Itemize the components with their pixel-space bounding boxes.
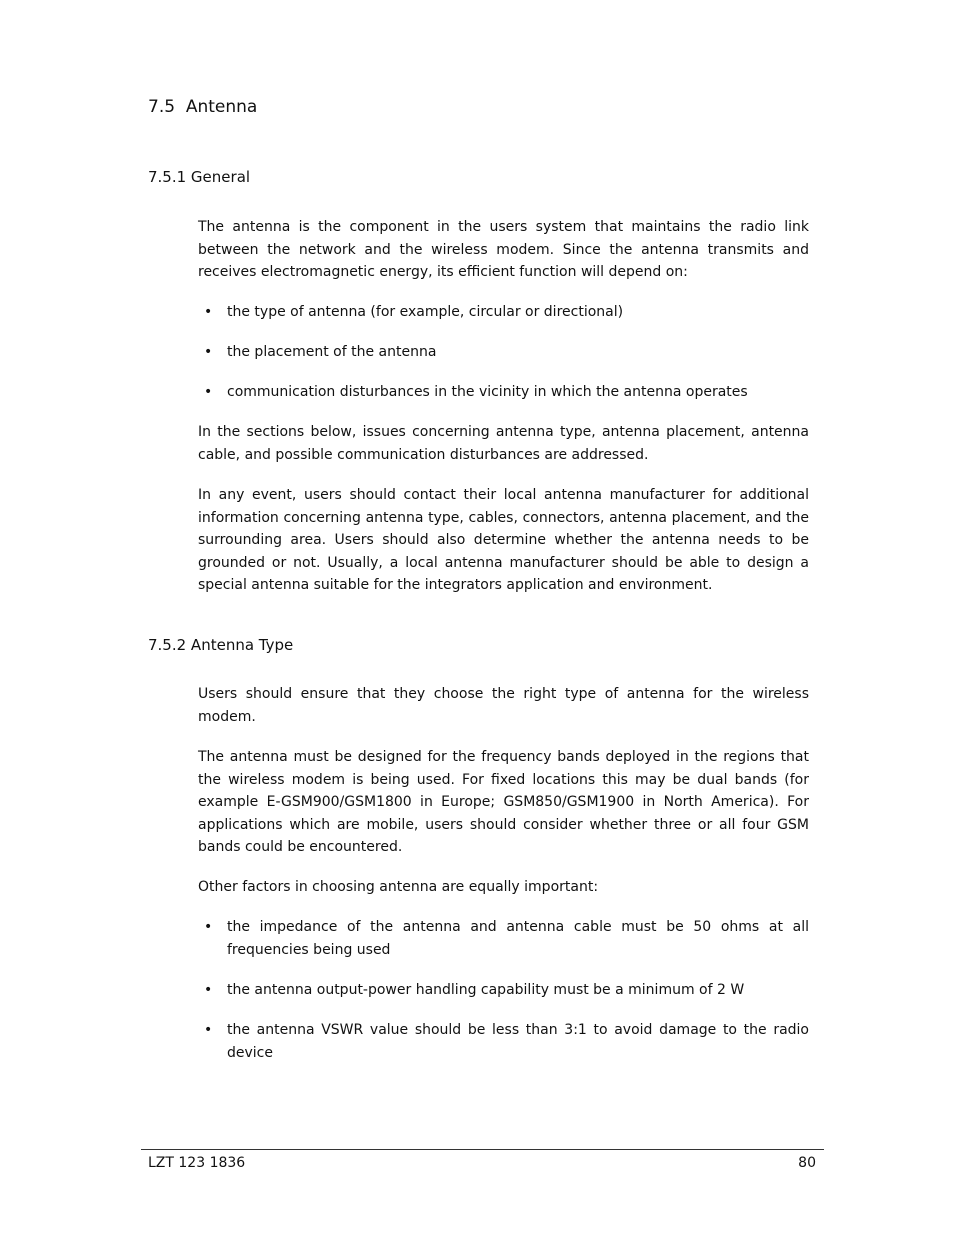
bullet-text: the type of antenna (for example, circular or directional) [227,304,624,320]
list-item [198,979,809,1002]
list-item [198,1019,809,1064]
general-paragraph-3: In any event, users should contact their local antenna manufacturer for additional information concerning antenna type, cables, connectors, antenna placement, and the surrounding area. Users should also determine whether the antenna needs to be grounded or not. Usually, a local antenna manufacturer should be able to design a special antenna suitable for the integrators application and environment. [198,487,809,593]
general-intro-paragraph: The antenna is the component in the users system that maintains the radio link between the network and the wireless modem. Since the antenna transmits and receives electromagnetic energy, its efficient function will depend on: [198,219,809,280]
bullet-text: communication disturbances in the vicinity in which the antenna operates [227,384,748,400]
section-title: Antenna [185,97,258,117]
antenna-type-paragraph-1: Users should ensure that they choose the right type of antenna for the wireless modem. [198,686,809,725]
antenna-type-paragraph-2: The antenna must be designed for the frequency bands deployed in the regions that the wireless modem is being used. For fixed locations this may be dual bands (for example E-GSM900/GSM1800 in Europe; GSM850/GSM1900 in North America). For applications which are mobile, users should consider whether three or all four GSM bands could be encountered. [198,749,809,855]
page-number: 80 [798,1155,816,1171]
bullet-text: the placement of the antenna [227,344,437,360]
antenna-type-heading: 7.5.2 Antenna Type [148,636,294,654]
bullet-icon: • [204,384,213,400]
antenna-type-paragraph-3: Other factors in choosing antenna are equally important: [198,879,599,895]
bullet-icon: • [204,919,213,935]
general-paragraph-2: In the sections below, issues concerning antenna type, antenna placement, antenna cable, and possible communication disturbances are addressed. [198,424,809,463]
list-item [198,916,809,961]
bullet-text: the antenna output-power handling capability must be a minimum of 2 W [227,982,745,998]
bullet-icon: • [204,1022,213,1038]
bullet-icon: • [204,304,213,320]
list-item [198,381,809,404]
list-item [198,341,809,364]
section-number: 7.5 [148,97,176,117]
bullet-icon: • [204,344,213,360]
bullet-icon: • [204,982,213,998]
bullet-text: the antenna VSWR value should be less than 3:1 to avoid damage to the radio device [227,1022,809,1061]
section-heading [148,97,257,117]
general-heading: 7.5.1 General [148,168,251,186]
list-item [198,301,809,324]
footer-divider [141,1149,824,1150]
document-id: LZT 123 1836 [148,1155,246,1171]
bullet-text: the impedance of the antenna and antenna cable must be 50 ohms at all frequencies being used [227,919,809,958]
